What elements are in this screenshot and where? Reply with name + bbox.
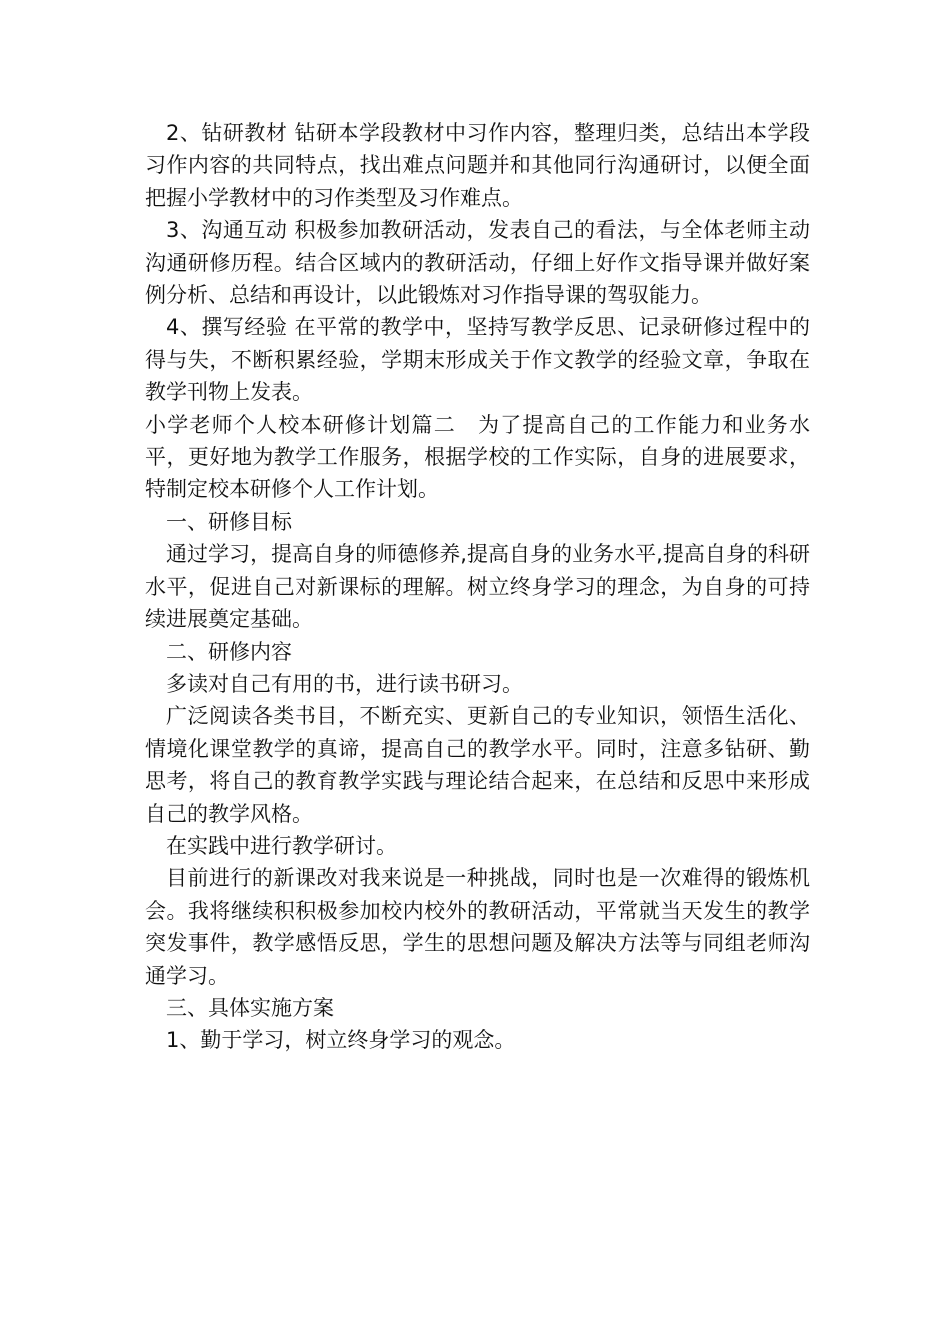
paragraph-study-materials: 2、钻研教材 钻研本学段教材中习作内容，整理归类，总结出本学段习作内容的共同特点，找出难点问题并和其他同行沟通研讨，以便全面把握小学教材中的习作类型及习作难点。: [145, 121, 810, 210]
section-heading-content: 二、研修内容: [166, 639, 292, 664]
paragraph-lifelong-learning: 1、勤于学习，树立终身学习的观念。: [166, 1028, 516, 1053]
paragraph-writing-experience: 4、撰写经验 在平常的教学中，坚持写教学反思、记录研修过程中的得与失，不断积累经验，学期末形成关于作文教学的经验文章，争取在教学刊物上发表。: [145, 315, 810, 405]
paragraph-curriculum-reform: 目前进行的新课改对我来说是一种挑战，同时也是一次难得的锻炼机会。我将继续积积极参加校内校外的教研活动，平常就当天发生的教学突发事件，教学感悟反思，学生的思想问题及解决方法等与同组老师沟通学习。: [145, 866, 810, 988]
paragraph-practice-research: 在实践中进行教学研讨。: [166, 833, 397, 858]
paragraph-goals: 通过学习，提高自身的师德修养,提高自身的业务水平,提高自身的科研水平，促进自己对新课标的理解。树立终身学习的理念，为自身的可持续进展奠定基础。: [145, 542, 810, 632]
paragraph-broad-reading: 广泛阅读各类书目，不断充实、更新自己的专业知识，领悟生活化、情境化课堂教学的真谛，提高自己的教学水平。同时，注意多钻研、勤思考，将自己的教育教学实践与理论结合起来，在总结和反思中来形成自己的教学风格。: [145, 704, 810, 826]
section-heading-goals: 一、研修目标: [166, 509, 292, 534]
paragraph-plan-part-two: 小学老师个人校本研修计划篇二 为了提高自己的工作能力和业务水平，更好地为教学工作服务，根据学校的工作实际，自身的进展要求，特制定校本研修个人工作计划。: [145, 412, 810, 502]
document-page: [145, 117, 810, 1057]
section-heading-implementation: 三、具体实施方案: [166, 995, 334, 1020]
paragraph-communication: 3、沟通互动 积极参加教研活动，发表自己的看法，与全体老师主动沟通研修历程。结合区域内的教研活动，仔细上好作文指导课并做好案例分析、总结和再设计，以此锻炼对习作指导课的驾驭能力。: [145, 218, 810, 308]
paragraph-reading: 多读对自己有用的书，进行读书研习。: [166, 671, 523, 696]
